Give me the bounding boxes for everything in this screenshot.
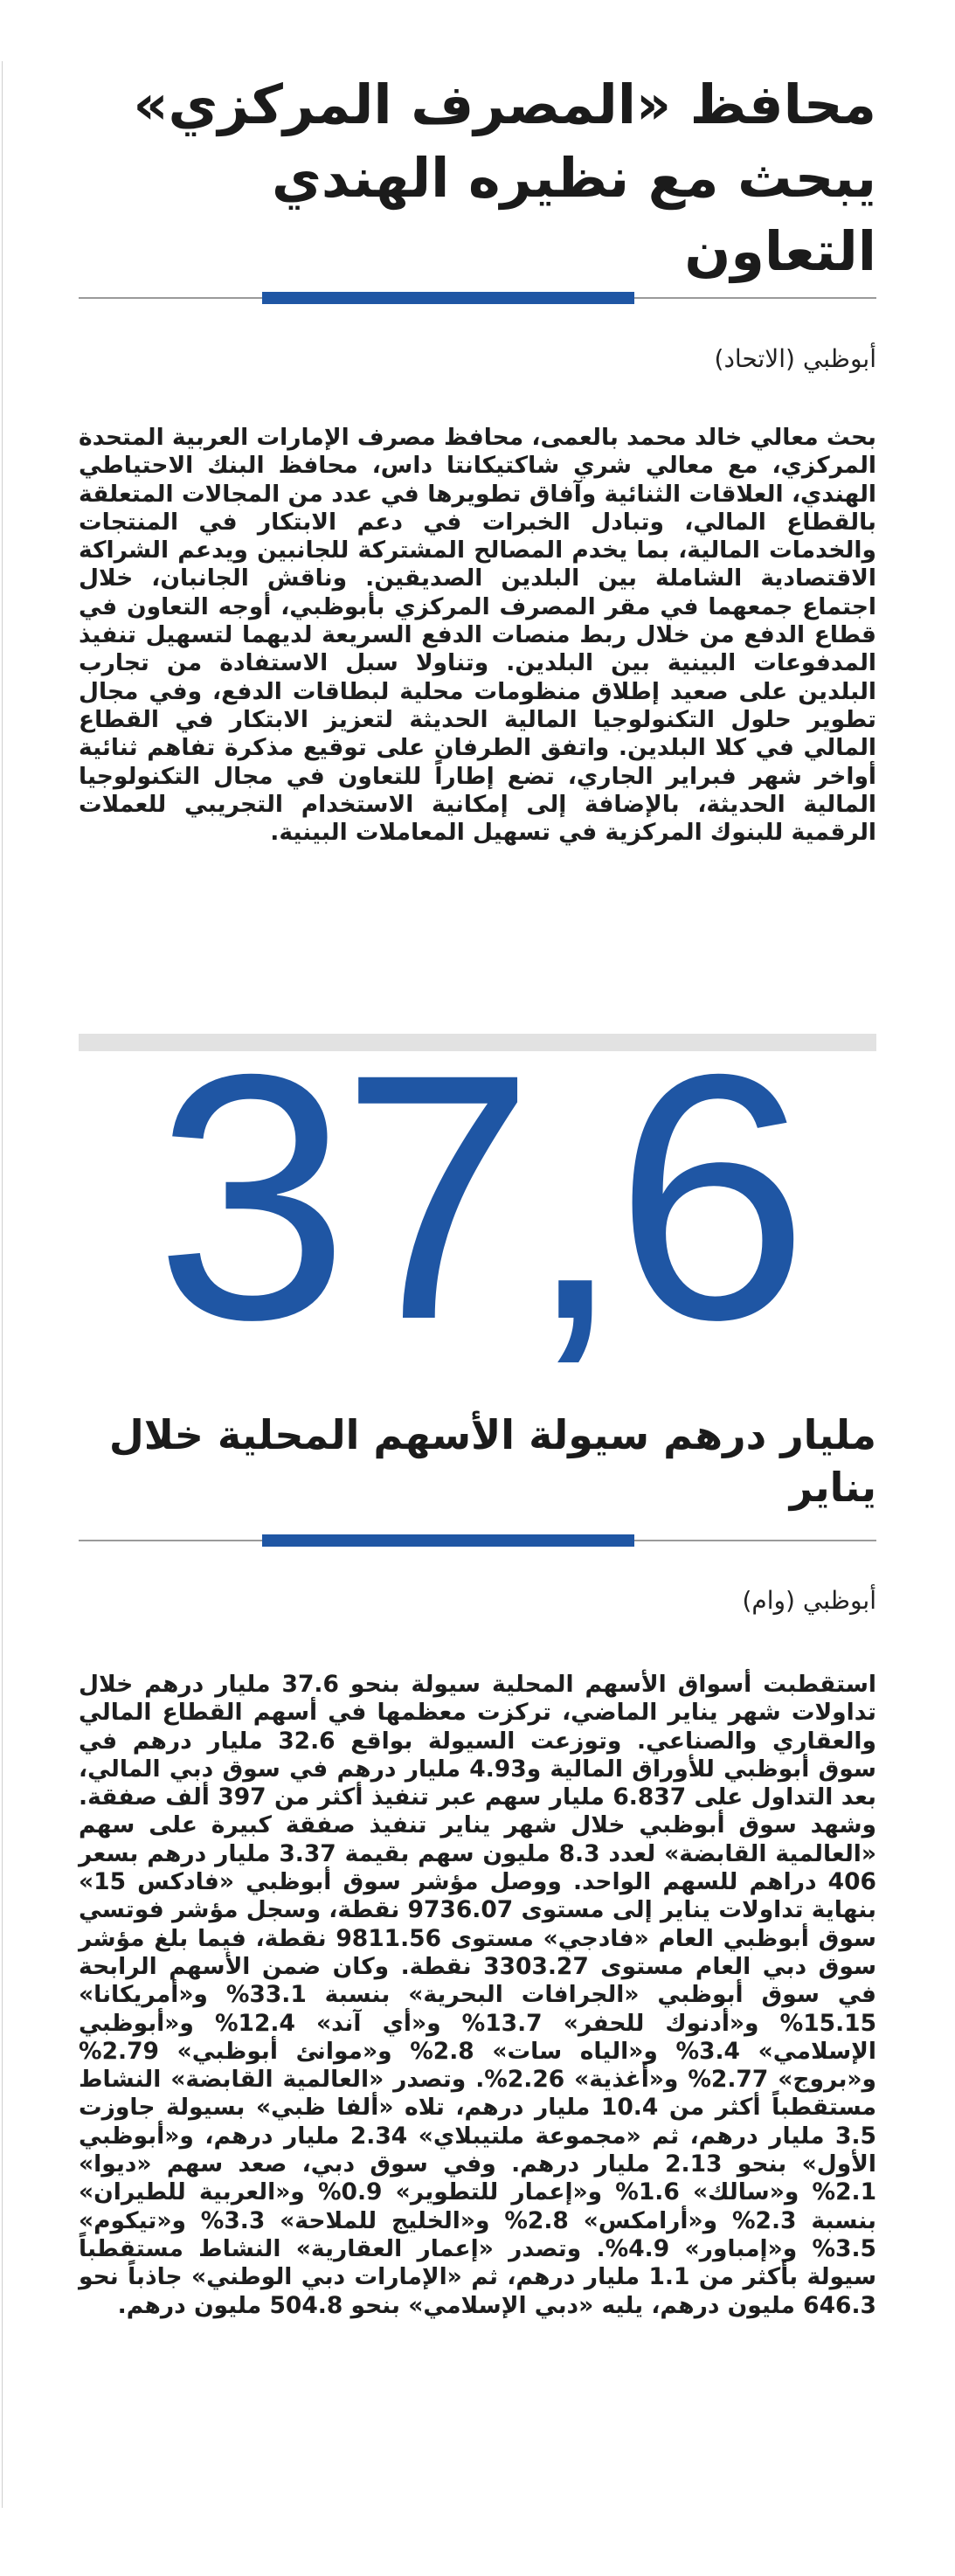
article-byline: أبوظبي (الاتحاد) xyxy=(714,344,876,373)
article-body: بحث معالي خالد محمد بالعمى، محافظ مصرف الإمارات العربية المتحدة المركزي، مع معالي شري شاكتيكانتا داس، محافظ البنك الاحتياطي الهندي، العلاقات الثنائية وآفاق تطويرها في عدد من المجالات المتعلقة بالقطاع المالي، وتبادل الخبرات في دعم الابتكار في المنتجات والخدمات المالية، بما يخدم المصالح المشتركة للجانبين ويدعم الشراكة الاقتصادية الشاملة بين البلدين الصديقين. وناقش الجانبان، خلال اجتماع جمعهما في مقر المصرف المركزي بأبوظبي، أوجه التعاون في قطاع الدفع من خلال ربط منصات الدفع السريعة لديهما لتسهيل تنفيذ المدفوعات البينية بين البلدين. وتناولا سبل الاستفادة من تجارب البلدين على صعيد إطلاق منظومات محلية لبطاقات الدفع، وفي مجال تطوير حلول التكنولوجيا المالية الحديثة لتعزيز الابتكار في القطاع المالي في كلا البلدين. واتفق الطرفان على توقيع مذكرة تفاهم ثنائية أواخر شهر فبراير الجاري، تضع إطاراً للتعاون في مجال التكنولوجيا المالية الحديثة، بالإضافة إلى إمكانية الاستخدام التجريبي للعملات الرقمية للبنوك المركزية في تسهيل المعاملات البينية. xyxy=(70,424,876,847)
highlight-number: 37,6 xyxy=(155,1001,800,1392)
article2-byline: أبوظبي (وام) xyxy=(742,1586,876,1615)
highlight-caption: مليار درهم سيولة الأسهم المحلية خلال يناير xyxy=(108,1411,876,1511)
article2-body: استقطبت أسواق الأسهم المحلية سيولة بنحو 37.6 مليار درهم خلال تداولات شهر يناير الماضي، تركزت معظمها في أسهم القطاع المالي والعقاري والصناعي. وتوزعت السيولة بواقع 32.6 مليار درهم في سوق أبوظبي للأوراق المالية و4.93 مليار درهم في سوق دبي المالي، بعد التداول على 6.837 مليار سهم عبر تنفيذ أكثر من 397 ألف صفقة. وشهد سوق أبوظبي خلال شهر يناير تنفيذ صفقة كبيرة على سهم «العالمية القابضة» لعدد 8.3 مليون سهم بقيمة 3.37 مليار درهم بسعر 406 دراهم للسهم الواحد. ووصل مؤشر سوق أبوظبي «فادكس 15» بنهاية تداولات يناير إلى مستوى 9736.07 نقطة، وسجل مؤشر فوتسي سوق أبوظبي العام «فادجي» مستوى 9811.56 نقطة، فيما بلغ مؤشر سوق دبي العام مستوى 3303.27 نقطة. وكان ضمن الأسهم الرابحة في سوق أبوظبي «الجرافات البحرية» بنسبة 33.1% و«أمريكانا» 15.15% و«أدنوك للحفر» 13.7% و«أي آند» 12.4% و«أبوظبي الإسلامي» 3.4% و«الياه سات» 2.8% و«موانئ أبوظبي» 2.79% و«بروج» 2.77% و«أغذية» 2.26%. وتصدر «العالمية القابضة» النشاط مستقطباً أكثر من 10.4 مليار درهم، تلاه «ألفا ظبي» بسيولة جاوزت 3.5 مليار درهم، ثم «مجموعة ملتيبلاي» 2.34 مليار درهم، و«أبوظبي الأول» بنحو 2.13 مليار درهم. وفي سوق دبي، صعد سهم «ديوا» 2.1% و«سالك» 1.6% و«إعمار للتطوير» 0.9% و«العربية للطيران» بنسبة 2.3% و«أرامكس» 2.8% و«الخليج للملاحة» 3.3% و«تيكوم» 3.5% و«إمباور» 4.9%. وتصدر «إعمار العقارية» النشاط مستقطباً سيولة بأكثر من 1.1 مليار درهم، ثم «الإمارات دبي الوطني» جاذباً نحو 646.3 مليون درهم، يليه «دبي الإسلامي» بنحو 504.8 مليون درهم. xyxy=(70,1671,877,2319)
article-headline: محافظ «المصرف المركزي» يبحث مع نظيره الهندي التعاون xyxy=(133,73,876,283)
divider-accent-2 xyxy=(262,1534,634,1547)
divider-accent xyxy=(262,292,634,304)
caption-divider xyxy=(79,1540,876,1541)
column-border xyxy=(2,61,3,2508)
headline-divider xyxy=(79,297,876,299)
